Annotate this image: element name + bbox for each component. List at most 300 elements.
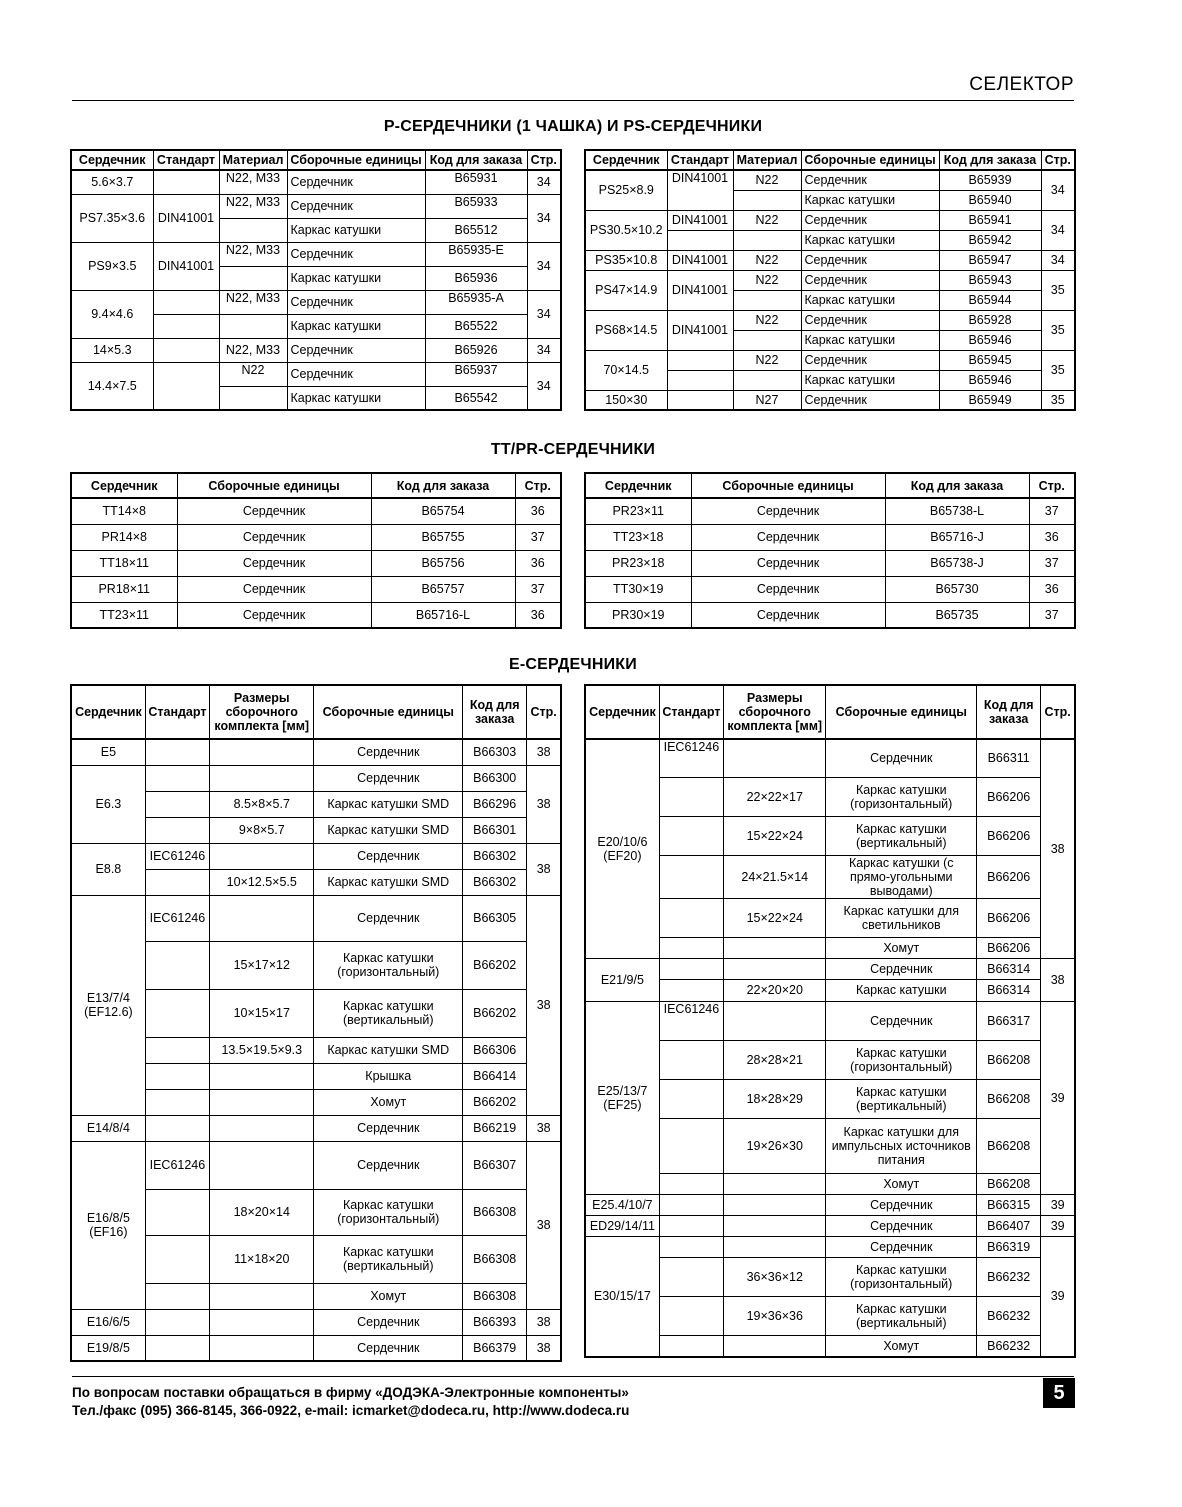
standard-cell: [659, 958, 723, 979]
unit-cell: Сердечник: [314, 765, 463, 791]
core-cell: 14×5.3: [71, 338, 153, 362]
standard-cell: [145, 817, 209, 843]
page-cell: 38: [1041, 739, 1075, 958]
material-cell: [219, 314, 287, 338]
unit-cell: Сердечник: [826, 1236, 977, 1257]
code-cell: B65928: [939, 310, 1041, 330]
standard-cell: [659, 1335, 723, 1357]
standard-cell: [153, 170, 219, 194]
core-cell: E20/10/6 (EF20): [585, 739, 659, 958]
size-cell: [210, 739, 314, 765]
code-cell: B66206: [977, 937, 1041, 958]
code-cell: B66202: [463, 1089, 527, 1115]
core-cell: TT23×18: [585, 524, 691, 550]
material-cell: N22: [219, 362, 287, 386]
unit-cell: Сердечник: [287, 362, 425, 386]
code-cell: B65757: [371, 576, 515, 602]
unit-cell: Сердечник: [314, 1335, 463, 1361]
page-cell: 38: [527, 739, 561, 765]
code-cell: B66305: [463, 895, 527, 941]
page-cell: 38: [527, 1141, 561, 1309]
size-cell: [724, 1173, 826, 1194]
standard-cell: DIN41001: [153, 242, 219, 290]
core-cell: TT23×11: [71, 602, 177, 628]
material-cell: N22, M33: [219, 290, 287, 314]
core-cell: TT30×19: [585, 576, 691, 602]
unit-cell: Каркас катушки (вертикальный): [826, 1296, 977, 1335]
page-cell: 37: [1029, 550, 1075, 576]
footer-line-2: Тел./факс (095) 366-8145, 366-0922, e-mail: icmarket@dodeca.ru, http://www.dodeca.ru: [72, 1403, 630, 1418]
standard-cell: [145, 1063, 209, 1089]
col-header: Сердечник: [585, 473, 691, 498]
col-header: Код для заказа: [463, 685, 527, 739]
page-cell: 37: [515, 576, 561, 602]
page-cell: 38: [527, 1115, 561, 1141]
code-cell: B65931: [425, 170, 527, 194]
unit-cell: Хомут: [314, 1283, 463, 1309]
col-header: Стандарт: [145, 685, 209, 739]
unit-cell: Сердечник: [314, 739, 463, 765]
unit-cell: Сердечник: [691, 550, 885, 576]
unit-cell: Сердечник: [287, 242, 425, 266]
unit-cell: Сердечник: [801, 210, 939, 230]
core-cell: PS47×14.9: [585, 270, 667, 310]
material-cell: N27: [733, 390, 801, 410]
col-header: Сердечник: [71, 150, 153, 170]
page-cell: 36: [1029, 576, 1075, 602]
core-cell: ED29/14/11: [585, 1215, 659, 1236]
core-cell: 14.4×7.5: [71, 362, 153, 410]
page-cell: 37: [515, 524, 561, 550]
code-cell: B65754: [371, 498, 515, 524]
unit-cell: Каркас катушки SMD: [314, 869, 463, 895]
core-cell: E19/8/5: [71, 1335, 145, 1361]
unit-cell: Каркас катушки: [801, 370, 939, 390]
size-cell: [210, 1141, 314, 1189]
standard-cell: [145, 1235, 209, 1283]
code-cell: B65935-A: [425, 290, 527, 314]
code-cell: B66206: [977, 777, 1041, 816]
code-cell: B66317: [977, 1001, 1041, 1040]
col-header: Сборочные единицы: [691, 473, 885, 498]
standard-cell: [659, 1236, 723, 1257]
code-cell: B66202: [463, 941, 527, 989]
page-cell: 35: [1041, 310, 1075, 350]
header-rule: [72, 100, 1074, 101]
col-header: Стр.: [515, 473, 561, 498]
code-cell: B66308: [463, 1283, 527, 1309]
unit-cell: Сердечник: [287, 170, 425, 194]
code-cell: B65935-E: [425, 242, 527, 266]
size-cell: [210, 1283, 314, 1309]
size-cell: [724, 739, 826, 777]
code-cell: B65942: [939, 230, 1041, 250]
code-cell: B66414: [463, 1063, 527, 1089]
col-header: Стандарт: [153, 150, 219, 170]
material-cell: [733, 290, 801, 310]
unit-cell: Каркас катушки (вертикальный): [826, 1079, 977, 1118]
code-cell: B65542: [425, 386, 527, 410]
code-cell: B66379: [463, 1335, 527, 1361]
size-cell: 24×21.5×14: [724, 855, 826, 898]
code-cell: B66302: [463, 843, 527, 869]
col-header: Сердечник: [585, 685, 659, 739]
code-cell: B66208: [977, 1079, 1041, 1118]
unit-cell: Сердечник: [177, 602, 371, 628]
code-cell: B65738-J: [885, 550, 1029, 576]
unit-cell: Сердечник: [177, 550, 371, 576]
code-cell: B66206: [977, 816, 1041, 855]
code-cell: B65943: [939, 270, 1041, 290]
unit-cell: Сердечник: [287, 194, 425, 218]
unit-cell: Сердечник: [691, 524, 885, 550]
material-cell: N22: [733, 170, 801, 190]
code-cell: B66232: [977, 1257, 1041, 1296]
code-cell: B66308: [463, 1189, 527, 1235]
unit-cell: Каркас катушки SMD: [314, 1037, 463, 1063]
standard-cell: [659, 1040, 723, 1079]
code-cell: B66314: [977, 979, 1041, 1001]
material-cell: [733, 370, 801, 390]
code-cell: B66208: [977, 1173, 1041, 1194]
unit-cell: Сердечник: [826, 1001, 977, 1040]
core-cell: 5.6×3.7: [71, 170, 153, 194]
unit-cell: Каркас катушки (горизонтальный): [826, 1040, 977, 1079]
standard-cell: [667, 390, 733, 410]
size-cell: [724, 937, 826, 958]
core-cell: E6.3: [71, 765, 145, 843]
page-cell: 38: [527, 895, 561, 1115]
unit-cell: Сердечник: [314, 1115, 463, 1141]
page-cell: 38: [527, 843, 561, 895]
code-cell: B66206: [977, 855, 1041, 898]
unit-cell: Каркас катушки (горизонтальный): [826, 1257, 977, 1296]
material-cell: N22: [733, 310, 801, 330]
unit-cell: Сердечник: [801, 310, 939, 330]
page-cell: 39: [1041, 1194, 1075, 1215]
standard-cell: [659, 1215, 723, 1236]
code-cell: B65716-L: [371, 602, 515, 628]
standard-cell: [659, 1257, 723, 1296]
standard-cell: [145, 941, 209, 989]
core-cell: E16/6/5: [71, 1309, 145, 1335]
size-cell: 15×22×24: [724, 898, 826, 937]
standard-cell: [153, 362, 219, 410]
standard-cell: [145, 1189, 209, 1235]
unit-cell: Сердечник: [691, 498, 885, 524]
code-cell: B65755: [371, 524, 515, 550]
code-cell: B65926: [425, 338, 527, 362]
size-cell: 10×12.5×5.5: [210, 869, 314, 895]
core-cell: E13/7/4 (EF12.6): [71, 895, 145, 1115]
core-cell: PS9×3.5: [71, 242, 153, 290]
standard-cell: [659, 855, 723, 898]
e-cores-table-left: [70, 684, 562, 1362]
core-cell: 70×14.5: [585, 350, 667, 390]
standard-cell: [145, 1335, 209, 1361]
page-cell: 34: [527, 170, 561, 194]
standard-cell: DIN41001: [667, 270, 733, 310]
unit-cell: Каркас катушки: [801, 330, 939, 350]
code-cell: B65939: [939, 170, 1041, 190]
code-cell: B65933: [425, 194, 527, 218]
unit-cell: Сердечник: [287, 290, 425, 314]
page-cell: 34: [527, 242, 561, 290]
size-cell: [724, 1236, 826, 1257]
unit-cell: Хомут: [826, 937, 977, 958]
col-header: Материал: [733, 150, 801, 170]
unit-cell: Хомут: [826, 1335, 977, 1357]
core-cell: E14/8/4: [71, 1115, 145, 1141]
page-cell: 39: [1041, 1236, 1075, 1357]
col-header: Стандарт: [667, 150, 733, 170]
unit-cell: Каркас катушки (вертикальный): [826, 816, 977, 855]
core-cell: E25/13/7 (EF25): [585, 1001, 659, 1194]
page-cell: 34: [1041, 250, 1075, 270]
size-cell: 15×17×12: [210, 941, 314, 989]
unit-cell: Сердечник: [826, 739, 977, 777]
standard-cell: [659, 1118, 723, 1173]
unit-cell: Каркас катушки: [826, 979, 977, 1001]
footer-contacts: [72, 1384, 629, 1420]
code-cell: B65945: [939, 350, 1041, 370]
code-cell: B66232: [977, 1335, 1041, 1357]
material-cell: N22, M33: [219, 170, 287, 194]
e-cores-table-right: [584, 684, 1076, 1358]
standard-cell: DIN41001: [667, 210, 733, 230]
material-cell: N22, M33: [219, 338, 287, 362]
core-cell: PR23×18: [585, 550, 691, 576]
core-cell: PS68×14.5: [585, 310, 667, 350]
unit-cell: Сердечник: [287, 338, 425, 362]
code-cell: B65946: [939, 370, 1041, 390]
standard-cell: [667, 350, 733, 370]
standard-cell: [145, 869, 209, 895]
unit-cell: Сердечник: [826, 1215, 977, 1236]
standard-cell: [659, 979, 723, 1001]
unit-cell: Хомут: [826, 1173, 977, 1194]
material-cell: [733, 230, 801, 250]
code-cell: B66319: [977, 1236, 1041, 1257]
code-cell: B66208: [977, 1118, 1041, 1173]
code-cell: B66315: [977, 1194, 1041, 1215]
code-cell: B65941: [939, 210, 1041, 230]
code-cell: B66303: [463, 739, 527, 765]
standard-cell: [145, 1089, 209, 1115]
code-cell: B66308: [463, 1235, 527, 1283]
size-cell: 22×22×17: [724, 777, 826, 816]
unit-cell: Каркас катушки (горизонтальный): [826, 777, 977, 816]
page-cell: 34: [1041, 210, 1075, 250]
size-cell: [724, 958, 826, 979]
standard-cell: [667, 370, 733, 390]
material-cell: N22: [733, 270, 801, 290]
code-cell: B65947: [939, 250, 1041, 270]
page-cell: 39: [1041, 1215, 1075, 1236]
section-title-tt: ТТ/PR-СЕРДЕЧНИКИ: [490, 441, 656, 458]
standard-cell: [145, 1309, 209, 1335]
code-cell: B65949: [939, 390, 1041, 410]
core-cell: TT18×11: [71, 550, 177, 576]
standard-cell: [659, 1296, 723, 1335]
page-cell: 37: [1029, 602, 1075, 628]
core-cell: PR18×11: [71, 576, 177, 602]
footer-rule: [72, 1376, 1074, 1377]
unit-cell: Сердечник: [691, 576, 885, 602]
page-cell: 34: [527, 362, 561, 410]
col-header: Сборочные единицы: [826, 685, 977, 739]
unit-cell: Каркас катушки для светильников: [826, 898, 977, 937]
page-cell: 34: [1041, 170, 1075, 210]
tt-cores-table-right: [584, 472, 1076, 629]
code-cell: B66301: [463, 817, 527, 843]
code-cell: B65522: [425, 314, 527, 338]
col-header: Код для заказа: [425, 150, 527, 170]
code-cell: B65756: [371, 550, 515, 576]
core-cell: PS7.35×3.6: [71, 194, 153, 242]
size-cell: 28×28×21: [724, 1040, 826, 1079]
material-cell: [219, 386, 287, 410]
code-cell: B66302: [463, 869, 527, 895]
code-cell: B66306: [463, 1037, 527, 1063]
material-cell: N22, M33: [219, 242, 287, 266]
standard-cell: DIN41001: [153, 194, 219, 242]
size-cell: 9×8×5.7: [210, 817, 314, 843]
page-cell: 34: [527, 290, 561, 338]
unit-cell: Сердечник: [177, 498, 371, 524]
standard-cell: IEC61246: [659, 739, 723, 777]
code-cell: B65946: [939, 330, 1041, 350]
page-cell: 35: [1041, 390, 1075, 410]
code-cell: B66219: [463, 1115, 527, 1141]
material-cell: N22: [733, 250, 801, 270]
page-cell: 38: [1041, 958, 1075, 1001]
standard-cell: [659, 898, 723, 937]
size-cell: [210, 1063, 314, 1089]
unit-cell: Каркас катушки: [801, 230, 939, 250]
standard-cell: [145, 989, 209, 1037]
footer-line-1: По вопросам поставки обращаться в фирму «ДОДЭКА-Электронные компоненты»: [72, 1385, 629, 1400]
unit-cell: Каркас катушки SMD: [314, 817, 463, 843]
size-cell: 18×20×14: [210, 1189, 314, 1235]
code-cell: B66314: [977, 958, 1041, 979]
code-cell: B65937: [425, 362, 527, 386]
unit-cell: Сердечник: [801, 170, 939, 190]
section-title-p: Р-СЕРДЕЧНИКИ (1 ЧАШКА) И PS-СЕРДЕЧНИКИ: [383, 118, 763, 135]
page-cell: 35: [1041, 270, 1075, 310]
code-cell: B66208: [977, 1040, 1041, 1079]
unit-cell: Каркас катушки SMD: [314, 791, 463, 817]
code-cell: B65940: [939, 190, 1041, 210]
core-cell: E8.8: [71, 843, 145, 895]
unit-cell: Сердечник: [314, 1141, 463, 1189]
code-cell: B65730: [885, 576, 1029, 602]
standard-cell: [145, 765, 209, 791]
standard-cell: IEC61246: [145, 1141, 209, 1189]
size-cell: 19×26×30: [724, 1118, 826, 1173]
standard-cell: [659, 1173, 723, 1194]
unit-cell: Хомут: [314, 1089, 463, 1115]
core-cell: E30/15/17: [585, 1236, 659, 1357]
unit-cell: Каркас катушки: [287, 314, 425, 338]
unit-cell: Сердечник: [177, 524, 371, 550]
code-cell: B66393: [463, 1309, 527, 1335]
page-cell: 38: [527, 765, 561, 843]
unit-cell: Каркас катушки для импульсных источников питания: [826, 1118, 977, 1173]
material-cell: [733, 330, 801, 350]
unit-cell: Каркас катушки (вертикальный): [314, 1235, 463, 1283]
p-cores-table-right: [584, 149, 1076, 411]
size-cell: [210, 895, 314, 941]
size-cell: [724, 1194, 826, 1215]
section-title-e: Е-СЕРДЕЧНИКИ: [509, 656, 637, 673]
standard-cell: [659, 1194, 723, 1215]
col-header: Код для заказа: [885, 473, 1029, 498]
col-header: Стандарт: [659, 685, 723, 739]
standard-cell: [659, 937, 723, 958]
core-cell: E25.4/10/7: [585, 1194, 659, 1215]
unit-cell: Сердечник: [314, 843, 463, 869]
core-cell: PS25×8.9: [585, 170, 667, 210]
unit-cell: Каркас катушки: [287, 386, 425, 410]
size-cell: [724, 1335, 826, 1357]
col-header: Стр.: [1041, 685, 1075, 739]
standard-cell: [145, 791, 209, 817]
standard-cell: DIN41001: [667, 170, 733, 210]
code-cell: B66311: [977, 739, 1041, 777]
col-header: Материал: [219, 150, 287, 170]
unit-cell: Сердечник: [314, 1309, 463, 1335]
header-title: СЕЛЕКТОР: [969, 74, 1074, 95]
size-cell: 15×22×24: [724, 816, 826, 855]
size-cell: 8.5×8×5.7: [210, 791, 314, 817]
standard-cell: [145, 1037, 209, 1063]
col-header: Код для заказа: [939, 150, 1041, 170]
code-cell: B66307: [463, 1141, 527, 1189]
col-header: Стр.: [527, 150, 561, 170]
page-cell: 38: [527, 1335, 561, 1361]
standard-cell: IEC61246: [659, 1001, 723, 1040]
material-cell: N22, M33: [219, 194, 287, 218]
page-cell: 35: [1041, 350, 1075, 390]
size-cell: 13.5×19.5×9.3: [210, 1037, 314, 1063]
page-cell: 38: [527, 1309, 561, 1335]
core-cell: 150×30: [585, 390, 667, 410]
page-cell: 37: [1029, 498, 1075, 524]
col-header: Сердечник: [585, 150, 667, 170]
core-cell: PR30×19: [585, 602, 691, 628]
core-cell: PR14×8: [71, 524, 177, 550]
standard-cell: [145, 1283, 209, 1309]
code-cell: B66407: [977, 1215, 1041, 1236]
p-cores-table-left: [70, 149, 562, 411]
code-cell: B65512: [425, 218, 527, 242]
standard-cell: IEC61246: [145, 895, 209, 941]
unit-cell: Сердечник: [691, 602, 885, 628]
core-cell: TT14×8: [71, 498, 177, 524]
standard-cell: [659, 1079, 723, 1118]
size-cell: [210, 1335, 314, 1361]
page-number: 5: [1043, 1378, 1075, 1408]
material-cell: [219, 266, 287, 290]
size-cell: [210, 765, 314, 791]
col-header: Стр.: [1041, 150, 1075, 170]
core-cell: 9.4×4.6: [71, 290, 153, 338]
col-header: Сердечник: [71, 685, 145, 739]
unit-cell: Сердечник: [826, 1194, 977, 1215]
unit-cell: Каркас катушки: [287, 266, 425, 290]
standard-cell: [659, 816, 723, 855]
